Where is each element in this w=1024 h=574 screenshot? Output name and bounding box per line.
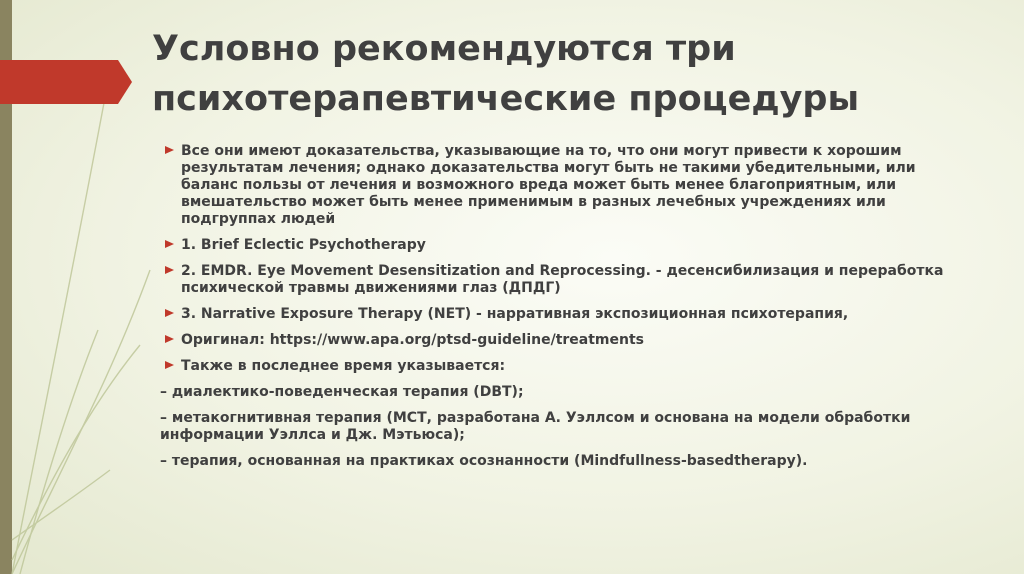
slide-content [160,143,960,479]
bullet-item [160,143,960,228]
bullet-item [160,237,960,254]
item-text-line: информации Уэллса и Дж. Мэтьюса); [160,427,465,443]
item-text-line: Все они имеют доказательства, указывающие на то, что они могут привести к хорошим [181,143,902,159]
item-text-line: 3. Narrative Exposure Therapy (NET) - нарративная экспозиционная психотерапия, [181,306,849,322]
slide-title [152,24,972,124]
item-text-line: Также в последнее время указывается: [181,358,506,374]
dash-item [160,384,960,401]
item-text-line: 1. Brief Eclectic Psychotherapy [181,237,426,253]
bullet-arrow-icon [165,266,174,274]
item-text-line: подгруппах людей [181,211,336,227]
title-accent-arrow [0,60,132,104]
item-text-line: результатам лечения; однако доказательства могут быть не такими убедительными, или [181,160,916,176]
bullet-item [160,358,960,375]
item-text-line: баланс пользы от лечения и возможного вреда может быть менее благоприятным, или [181,177,897,193]
item-text-line: вмешательство может быть менее применимым в разных лечебных учреждениях или [181,194,886,210]
item-text-line: – терапия, основанная на практиках осознанности (Mindfullness-basedtherapy). [160,453,808,469]
item-text-line: Оригинал: https://www.apa.org/ptsd-guideline/treatments [181,332,645,348]
bullet-arrow-icon [165,309,174,317]
item-text-line: – диалектико-поведенческая терапия (DBT); [160,384,524,400]
slide-title-line-1: Условно рекомендуются три [152,29,736,69]
bullet-item [160,263,960,297]
dash-item [160,453,960,470]
decorative-curves [0,0,160,574]
slide-title-line-2: психотерапевтические процедуры [152,79,860,119]
bullet-item [160,306,960,323]
bullet-arrow-icon [165,335,174,343]
bullet-arrow-icon [165,240,174,248]
item-text-line: 2. EMDR. Eye Movement Desensitization and Reprocessing. - десенсибилизация и переработка [181,263,944,279]
item-text-line: психической травмы движениями глаз (ДПДГ) [181,280,561,296]
dash-item [160,410,960,444]
bullet-arrow-icon [165,361,174,369]
bullet-arrow-icon [165,146,174,154]
bullet-item [160,332,960,349]
item-text-line: – метакогнитивная терапия (МСТ, разработана А. Уэллсом и основана на модели обработки [160,410,911,426]
